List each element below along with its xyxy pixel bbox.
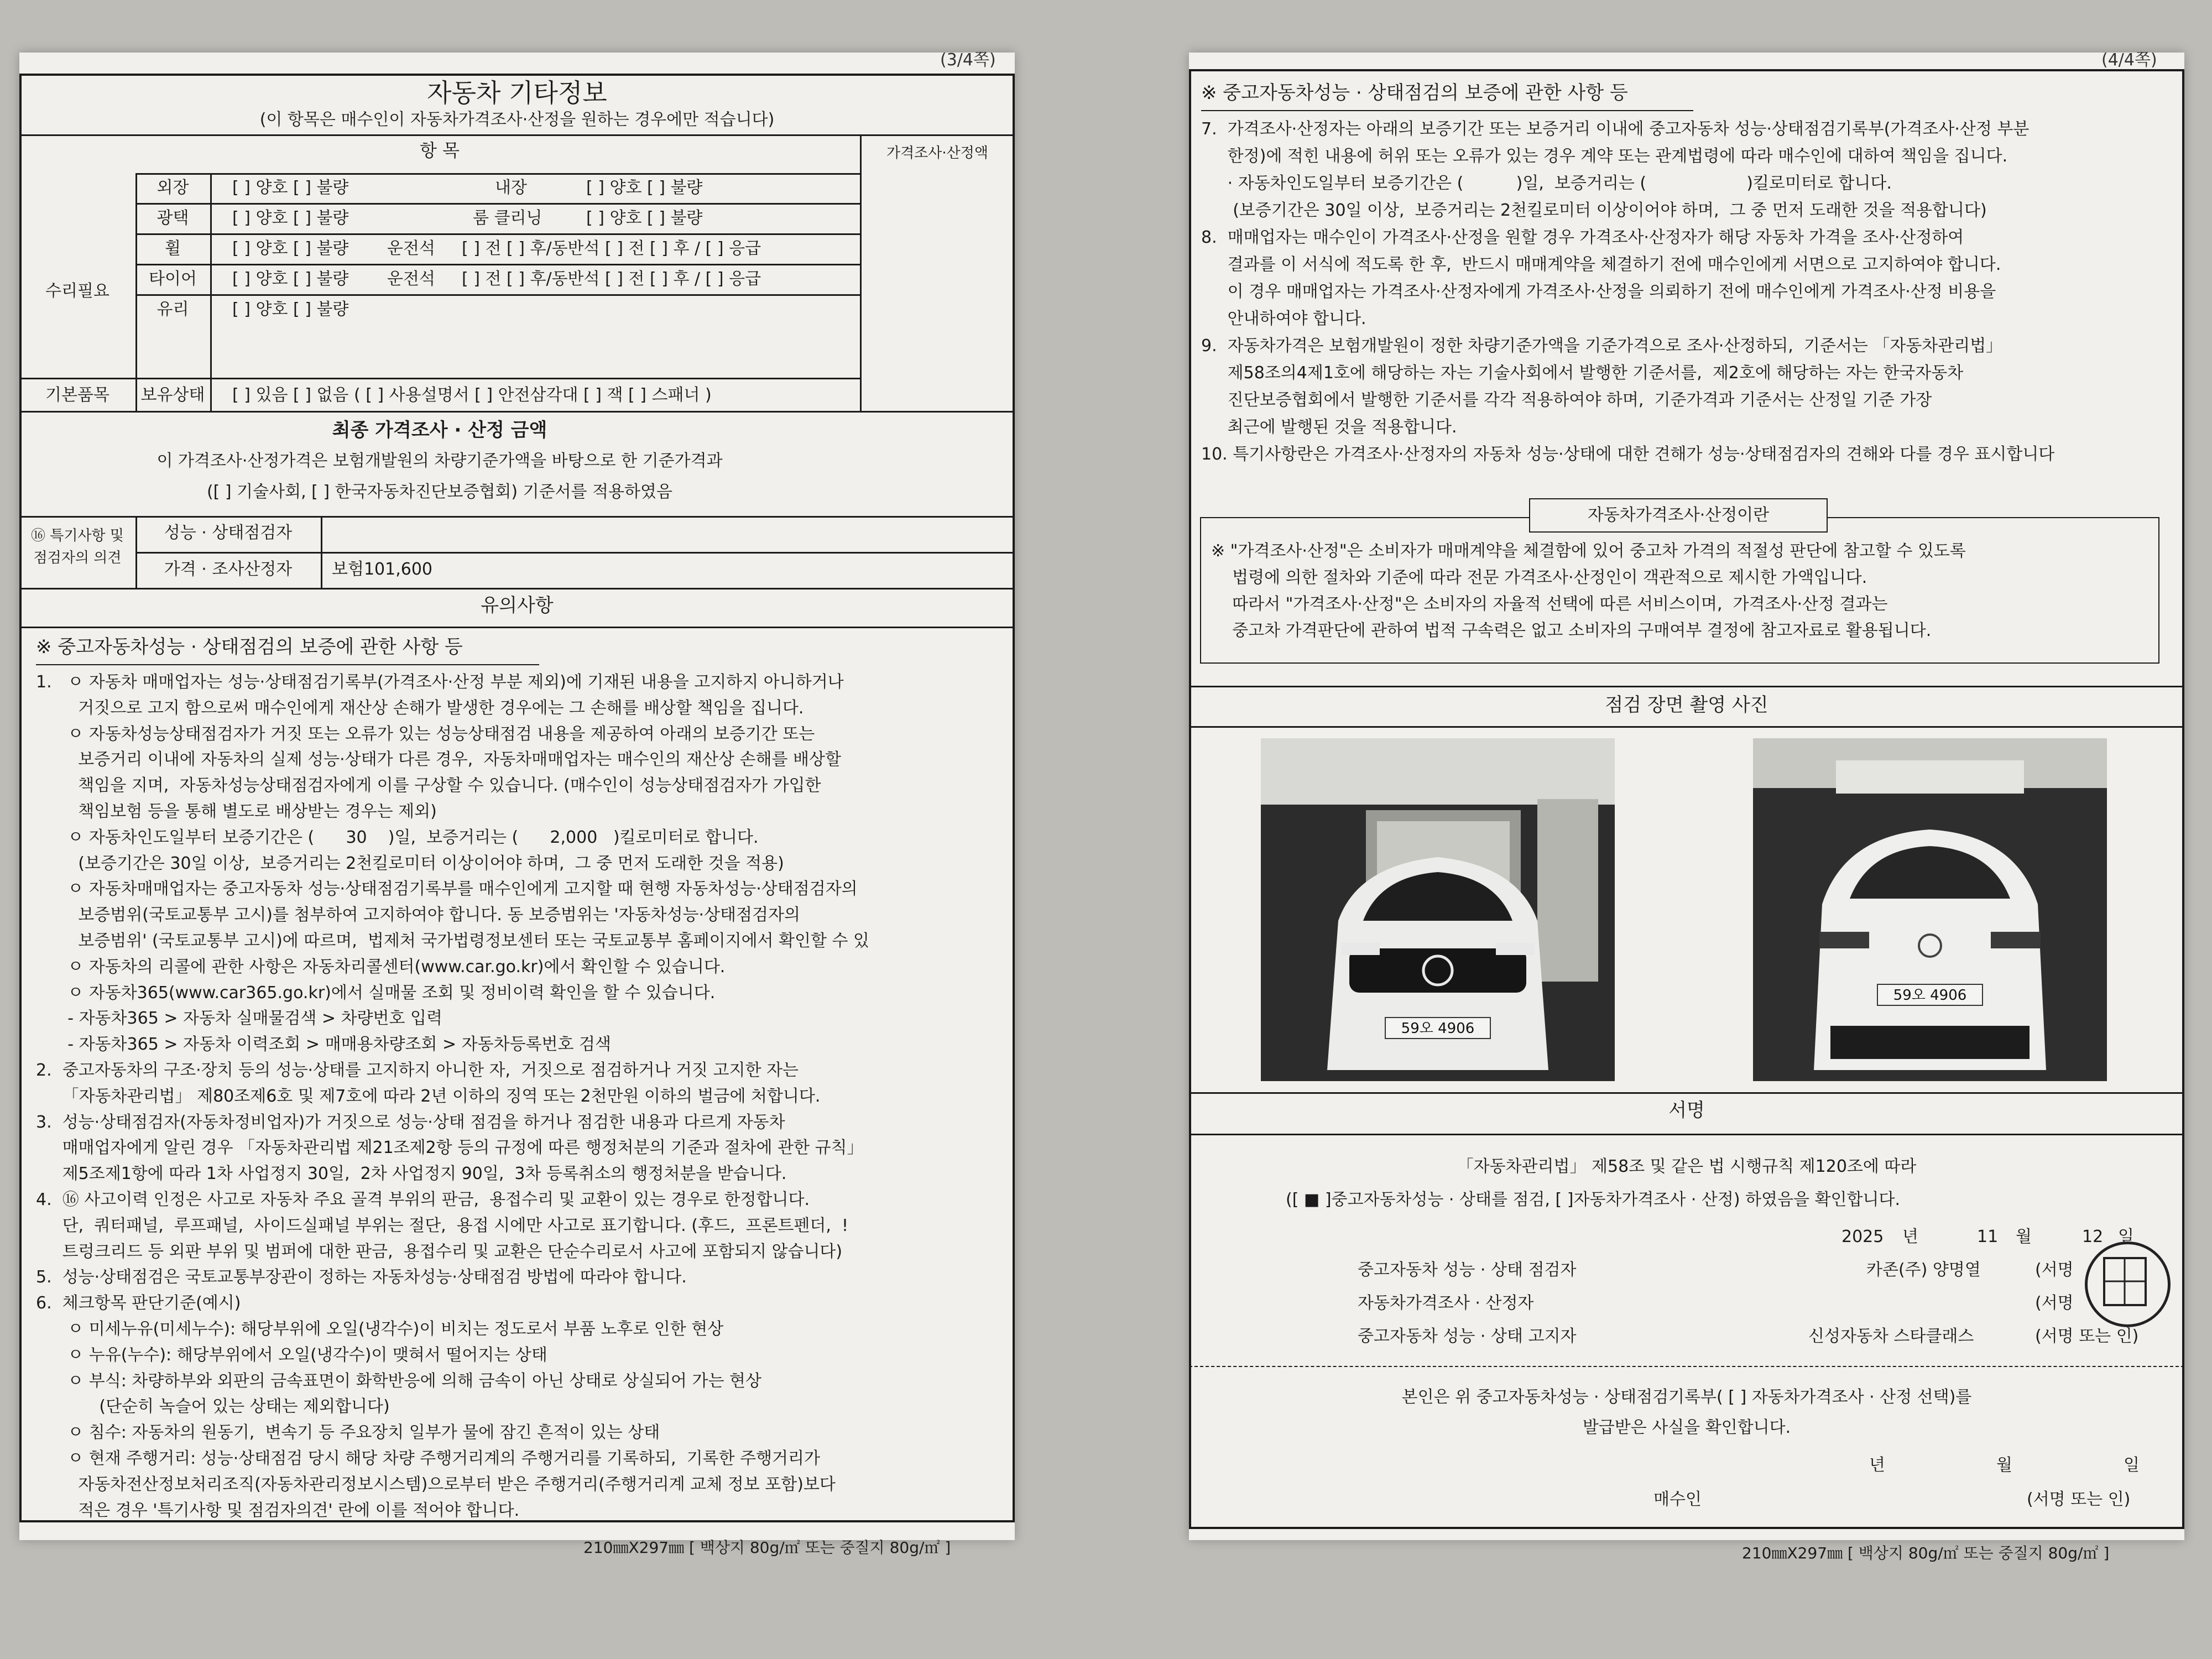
text-line: (보증기간은 30일 이상, 보증거리는 2천킬로미터 이상이어야 하며, 그 중 먼저 도래한 것을 적용) [36, 853, 784, 873]
page-number: (4/4쪽) [2101, 50, 2157, 70]
text-line: 매매업자에게 알린 경우 「자동차관리법 제21조제2항 등의 규정에 따른 행정처분의 기준과 절차에 관한 규칙」 [36, 1138, 864, 1158]
buyer-label: 매수인 [1653, 1490, 1702, 1509]
text-line: 법령에 의한 절차와 기준에 따라 전문 가격조사·산정인이 객관적으로 제시한 가액입니다. [1211, 568, 1867, 587]
text-line: 보증범위' (국토교통부 고시)에 따르며, 법제처 국가법령정보센터 또는 국토교통부 홈페이지에서 확인할 수 있 [36, 931, 870, 951]
divider [19, 627, 1015, 628]
text-line: ㅇ 부식: 차량하부와 외판의 금속표면이 화학반응에 의해 금속이 아닌 상태로 상실되어 가는 현상 [36, 1371, 761, 1391]
divider [19, 134, 1015, 136]
text-line: ㅇ 자동차365(www.car365.go.kr)에서 실매물 조회 및 정비이력 확인을 할 수 있습니다. [36, 983, 716, 1003]
definition-title: 자동차가격조사·산정이란 [1587, 505, 1770, 525]
notice-title: 유의사항 [481, 594, 554, 617]
divider [135, 203, 860, 205]
row-value-room-cleaning: [ ] 양호 [ ] 불량 [586, 208, 703, 228]
inspection-photo-rear [1753, 738, 2107, 1081]
appraiser-key: 가격 · 조사산정자 [164, 560, 293, 579]
text-line: 트렁크리드 등 외판 부위 및 범퍼에 대한 판금, 용접수리 및 교환은 단순수리로서 사고에 포함되지 않습니다) [36, 1241, 843, 1261]
text-line: 안내하여야 합니다. [1201, 309, 1366, 328]
paper-spec-footer: 210㎜X297㎜ [ 백상지 80g/㎡ 또는 중질지 80g/㎡ ] [583, 1538, 951, 1557]
text-line: · 자동차인도일부터 보증기간은 ( )일, 보증거리는 ( )킬로미터로 합니다. [1201, 174, 1892, 193]
header-underline [36, 664, 539, 665]
divider [19, 378, 860, 379]
text-line: 3. 성능·상태점검자(자동차정비업자)가 거짓으로 성능·상태 점검을 하거나 점검한 내용과 다르게 자동차 [36, 1112, 785, 1132]
text-line: 거짓으로 고지 함으로써 매수인에게 재산상 손해가 발생한 경우에는 그 손해를 배상할 책임을 집니다. [36, 698, 804, 718]
buyer-statement-2: 발급받은 사실을 확인합니다. [1582, 1418, 1791, 1437]
row-value-interior: [ ] 양호 [ ] 불량 [586, 178, 703, 197]
warranty-header: ※ 중고자동차성능 · 상태점검의 보증에 관한 사항 등 [1201, 82, 1628, 104]
buyer-sign: (서명 또는 인) [2027, 1490, 2131, 1509]
text-line: 10. 특기사항란은 가격조사·산정자의 자동차 성능·상태에 대한 견해가 성능·상태점검자의 견해와 다를 경우 표시합니다 [1201, 445, 2055, 464]
row-key-interior: 내장 [495, 178, 527, 197]
row-key-gloss: 광택 [156, 208, 189, 228]
date-year-unit: 년 [1902, 1227, 1918, 1246]
text-line: 자동차전산정보처리조직(자동차관리정보시스템)으로부터 받은 주행거리(주행거리계 교체 정보 포함)보다 [36, 1474, 836, 1494]
divider [19, 411, 1015, 413]
date-month-unit: 월 [2016, 1227, 2032, 1246]
page-title: 자동차 기타정보 [427, 78, 607, 108]
divider [210, 173, 212, 411]
signer-role-appraiser: 자동차가격조사 · 산정자 [1358, 1293, 1534, 1313]
text-line: 한정)에 적힌 내용에 허위 또는 오류가 있는 경우 계약 또는 관계법령에 따라 매수인에 대하여 책임을 집니다. [1201, 147, 2008, 166]
final-price-title: 최종 가격조사 · 산정 금액 [332, 419, 547, 441]
text-line: 단, 쿼터패널, 루프패널, 사이드실패널 부위는 절단, 용접 시에만 사고로 표기합니다. (후드, 프론트펜더, ! [36, 1215, 849, 1235]
row-key-tire-seat: 운전석 [387, 269, 435, 289]
page-3-sheet [19, 50, 1015, 1557]
text-line: ㅇ 자동차성능상태점검자가 거짓 또는 오류가 있는 성능상태점검 내용을 제공하여 아래의 보증기간 또는 [36, 724, 815, 744]
text-line: 7. 가격조사·산정자는 아래의 보증기간 또는 보증거리 이내에 중고자동차 성능·상태점검기록부(가격조사·산정 부분 [1201, 119, 2030, 139]
divider [1189, 1134, 2184, 1135]
warranty-header: ※ 중고자동차성능 · 상태점검의 보증에 관한 사항 등 [36, 636, 463, 658]
divider [1189, 726, 2184, 728]
divider [135, 294, 860, 296]
text-line: 5. 성능·상태점검은 국토교통부장관이 정하는 자동차성능·상태점검 방법에 따라야 합니다. [36, 1267, 687, 1287]
column-header-item: 항 목 [420, 140, 460, 161]
basic-items-label: 기본품목 [45, 385, 109, 405]
text-line: 보증거리 이내에 자동차의 실제 성능·상태가 다른 경우, 자동차매매업자는 매수인의 재산상 손해를 배상할 [36, 750, 841, 770]
row-key-wheel: 휠 [165, 239, 181, 258]
signature-title: 서명 [1668, 1099, 1705, 1121]
special-notes-label: ⑯ 특기사항 및 [30, 528, 124, 544]
text-line: 중고차 가격판단에 관하여 법적 구속력은 없고 소비자의 구매여부 결정에 참고자료로 활용됩니다. [1211, 621, 1932, 640]
text-line: ㅇ 현재 주행거리: 성능·상태점검 당시 해당 차량 주행거리계의 주행거리를 기록하되, 기록한 주행거리가 [36, 1449, 820, 1468]
text-line: 제58조의4제1호에 해당하는 자는 기술사회에서 발행한 기준서를, 제2호에 해당하는 자는 한국자동차 [1201, 363, 1964, 383]
buyer-date-month: 월 [1996, 1455, 2012, 1475]
basic-status-key: 보유상태 [140, 385, 205, 405]
text-line: 따라서 "가격조사·산정"은 소비자의 자율적 선택에 따른 서비스이며, 가격조사·산정 결과는 [1211, 594, 1888, 614]
photo-section-title: 점검 장면 촬영 사진 [1605, 694, 1768, 716]
row-key-exterior: 외장 [156, 178, 189, 197]
special-notes-label-2: 점검자의 의견 [33, 550, 122, 566]
text-line: 이 경우 매매업자는 가격조사·산정자에게 가격조사·산정을 의뢰하기 전에 매수인에게 가격조사·산정 비용을 [1201, 282, 1996, 301]
signer-role-inspector: 중고자동차 성능 · 상태 점검자 [1358, 1260, 1577, 1280]
rear-plate-text: 59오 4906 [1893, 987, 1967, 1004]
text-line: - 자동차365 > 자동차 이력조회 > 매매용차량조회 > 자동차등록번호 검색 [36, 1035, 612, 1055]
text-line: - 자동차365 > 자동차 실매물검색 > 차량번호 입력 [36, 1009, 442, 1029]
page-subtitle: (이 항목은 매수인이 자동차가격조사·산정을 원하는 경우에만 적습니다) [259, 110, 775, 129]
page-number: (3/4쪽) [940, 50, 996, 70]
buyer-statement-1: 본인은 위 중고자동차성능 · 상태점검기록부( [ ] 자동차가격조사 · 산정 선택)를 [1401, 1387, 1972, 1407]
text-line: 보증범위(국토교통부 고시)를 첨부하여 고지하여야 합니다. 동 보증범위는 '자동차성능·상태점검자의 [36, 905, 800, 925]
text-line: 4. ⑯ 사고이력 인정은 사고로 자동차 주요 골격 부위의 판금, 용접수리 및 교환이 있는 경우로 한정합니다. [36, 1190, 810, 1209]
paper-spec-footer: 210㎜X297㎜ [ 백상지 80g/㎡ 또는 중질지 80g/㎡ ] [1742, 1544, 2110, 1562]
divider [1189, 1366, 2184, 1367]
date-year: 2025 [1841, 1227, 1884, 1246]
row-value-wheel-seat: [ ] 전 [ ] 후/동반석 [ ] 전 [ ] 후 / [ ] 응급 [462, 239, 761, 258]
text-line: ㅇ 침수: 자동차의 원동기, 변속기 등 주요장치 일부가 물에 잠긴 흔적이 있는 상태 [36, 1423, 660, 1443]
row-key-wheel-seat: 운전석 [387, 239, 435, 258]
divider [135, 233, 860, 235]
signer-sign-notifier: (서명 또는 인) [2035, 1327, 2139, 1346]
text-line: (보증기간은 30일 이상, 보증거리는 2천킬로미터 이상이어야 하며, 그 중 먼저 도래한 것을 적용합니다) [1201, 201, 1987, 220]
signer-sign-inspector: (서명 [2035, 1260, 2074, 1280]
column-header-price: 가격조사·산정액 [886, 145, 989, 161]
text-line: 결과를 이 서식에 적도록 한 후, 반드시 매매계약을 체결하기 전에 매수인에게 서면으로 고지하여야 합니다. [1201, 255, 2001, 274]
text-line: 「자동차관리법」 제80조제6호 및 제7호에 따라 2년 이하의 징역 또는 2천만원 이하의 벌금에 처합니다. [36, 1086, 821, 1106]
date-month: 11 [1977, 1227, 1999, 1246]
text-line: 6. 체크항목 판단기준(예시) [36, 1293, 241, 1313]
buyer-date-day: 일 [2124, 1455, 2140, 1475]
divider [135, 264, 860, 265]
appraiser-value: 보험101,600 [332, 560, 433, 579]
signer-role-notifier: 중고자동차 성능 · 상태 고지자 [1358, 1327, 1577, 1346]
final-price-line-2: ([ ] 기술사회, [ ] 한국자동차진단보증협회) 기준서를 적용하였음 [206, 482, 673, 502]
inspection-photo-front [1261, 738, 1615, 1081]
signer-name-notifier: 신성자동차 스타클래스 [1808, 1327, 1974, 1346]
inspector-key: 성능 · 상태점검자 [164, 523, 293, 542]
row-key-glass: 유리 [156, 300, 189, 319]
divider [1189, 1092, 2184, 1094]
repair-needed-label: 수리필요 [45, 281, 109, 301]
divider [860, 134, 862, 411]
date-day-unit: 일 [2118, 1227, 2134, 1246]
row-value-wheel: [ ] 양호 [ ] 불량 [232, 239, 349, 258]
row-value-glass: [ ] 양호 [ ] 불량 [232, 300, 349, 319]
row-key-tire: 타이어 [149, 269, 197, 289]
divider [135, 552, 1015, 554]
text-line: 책임을 지며, 자동차성능상태점검자에게 이를 구상할 수 있습니다. (매수인이 성능상태점검자가 가입한 [36, 776, 821, 796]
row-key-room-cleaning: 룸 클리닝 [473, 208, 542, 228]
text-line: 책임보험 등을 통해 별도로 배상받는 경우는 제외) [36, 802, 437, 821]
row-value-tire-seat: [ ] 전 [ ] 후/동반석 [ ] 전 [ ] 후 / [ ] 응급 [462, 269, 761, 289]
row-value-gloss: [ ] 양호 [ ] 불량 [232, 208, 349, 228]
text-line: ㅇ 누유(누수): 해당부위에서 오일(냉각수)이 맺혀서 떨어지는 상태 [36, 1345, 547, 1365]
text-line: ※ "가격조사·산정"은 소비자가 매매계약을 체결함에 있어 중고차 가격의 적절성 판단에 참고할 수 있도록 [1211, 541, 1966, 561]
text-line: ㅇ 미세누유(미세누수): 해당부위에 오일(냉각수)이 비치는 정도로서 부품 노후로 인한 현상 [36, 1319, 724, 1339]
text-line: 제5조제1항에 따라 1차 사업정지 30일, 2차 사업정지 90일, 3차 등록취소의 행정처분을 받습니다. [36, 1164, 787, 1184]
text-line: 진단보증협회에서 발행한 기준서를 각각 적용하여야 하며, 기준가격과 기준서는 산정일 기준 가장 [1201, 390, 1932, 410]
buyer-date-year: 년 [1869, 1455, 1885, 1475]
text-line: 8. 매매업자는 매수인이 가격조사·산정을 원할 경우 가격조사·산정자가 해당 자동차 가격을 조사·산정하여 [1201, 228, 1964, 247]
text-line: 적은 경우 '특기사항 및 점검자의견' 란에 이를 적어야 합니다. [36, 1500, 520, 1520]
divider [1189, 686, 2184, 687]
signature-law: 「자동차관리법」 제58조 및 같은 법 시행규칙 제120조에 따라 [1457, 1157, 1917, 1176]
date-day: 12 [2082, 1227, 2104, 1246]
text-line: ㅇ 자동차매매업자는 중고자동차 성능·상태점검기록부를 매수인에게 고지할 때 현행 자동차성능·상태점검자의 [36, 879, 858, 899]
header-underline [1201, 110, 1693, 111]
signer-sign-appraiser: (서명 [2035, 1293, 2074, 1313]
final-price-line-1: 이 가격조사·산정가격은 보험개발원의 차량기준가액을 바탕으로 한 기준가격과 [156, 451, 723, 471]
definition-box [1200, 517, 2159, 664]
basic-status-value: [ ] 있음 [ ] 없음 ( [ ] 사용설명서 [ ] 안전삼각대 [ ] 잭 [ ] 스패너 ) [232, 385, 712, 405]
text-line: ㅇ 자동차인도일부터 보증기간은 ( 30 )일, 보증거리는 ( 2,000 )킬로미터로 합니다. [36, 827, 759, 847]
text-line: 9. 자동차가격은 보험개발원이 정한 차량기준가액을 기준가격으로 조사·산정하되, 기준서는 「자동차관리법」 [1201, 336, 2003, 356]
front-plate-text: 59오 4906 [1401, 1020, 1475, 1037]
page-4-sheet [1189, 50, 2184, 1562]
text-line: 1. ㅇ 자동차 매매업자는 성능·상태점검기록부(가격조사·산정 부분 제외)에 기재된 내용을 고지하지 아니하거나 [36, 672, 844, 692]
company-seal-stamp [2085, 1241, 2171, 1327]
divider [135, 173, 860, 175]
row-value-exterior: [ ] 양호 [ ] 불량 [232, 178, 349, 197]
signer-name-inspector: 카존(주) 양명열 [1866, 1260, 1981, 1280]
row-value-tire: [ ] 양호 [ ] 불량 [232, 269, 349, 289]
divider [19, 516, 1015, 518]
text-line: 최근에 발행된 것을 적용합니다. [1201, 418, 1457, 437]
text-line: 2. 중고자동차의 구조·장치 등의 성능·상태를 고지하지 아니한 자, 거짓으로 점검하거나 거짓 고지한 자는 [36, 1061, 799, 1080]
signature-confirm: ([ ■ ]중고자동차성능 · 상태를 점검, [ ]자동차가격조사 · 산정) 하였음을 확인합니다. [1286, 1190, 1901, 1209]
text-line: (단순히 녹슬어 있는 상태는 제외합니다) [36, 1397, 390, 1417]
text-line: ㅇ 자동차의 리콜에 관한 사항은 자동차리콜센터(www.car.go.kr)에서 확인할 수 있습니다. [36, 957, 726, 977]
divider [19, 588, 1015, 589]
